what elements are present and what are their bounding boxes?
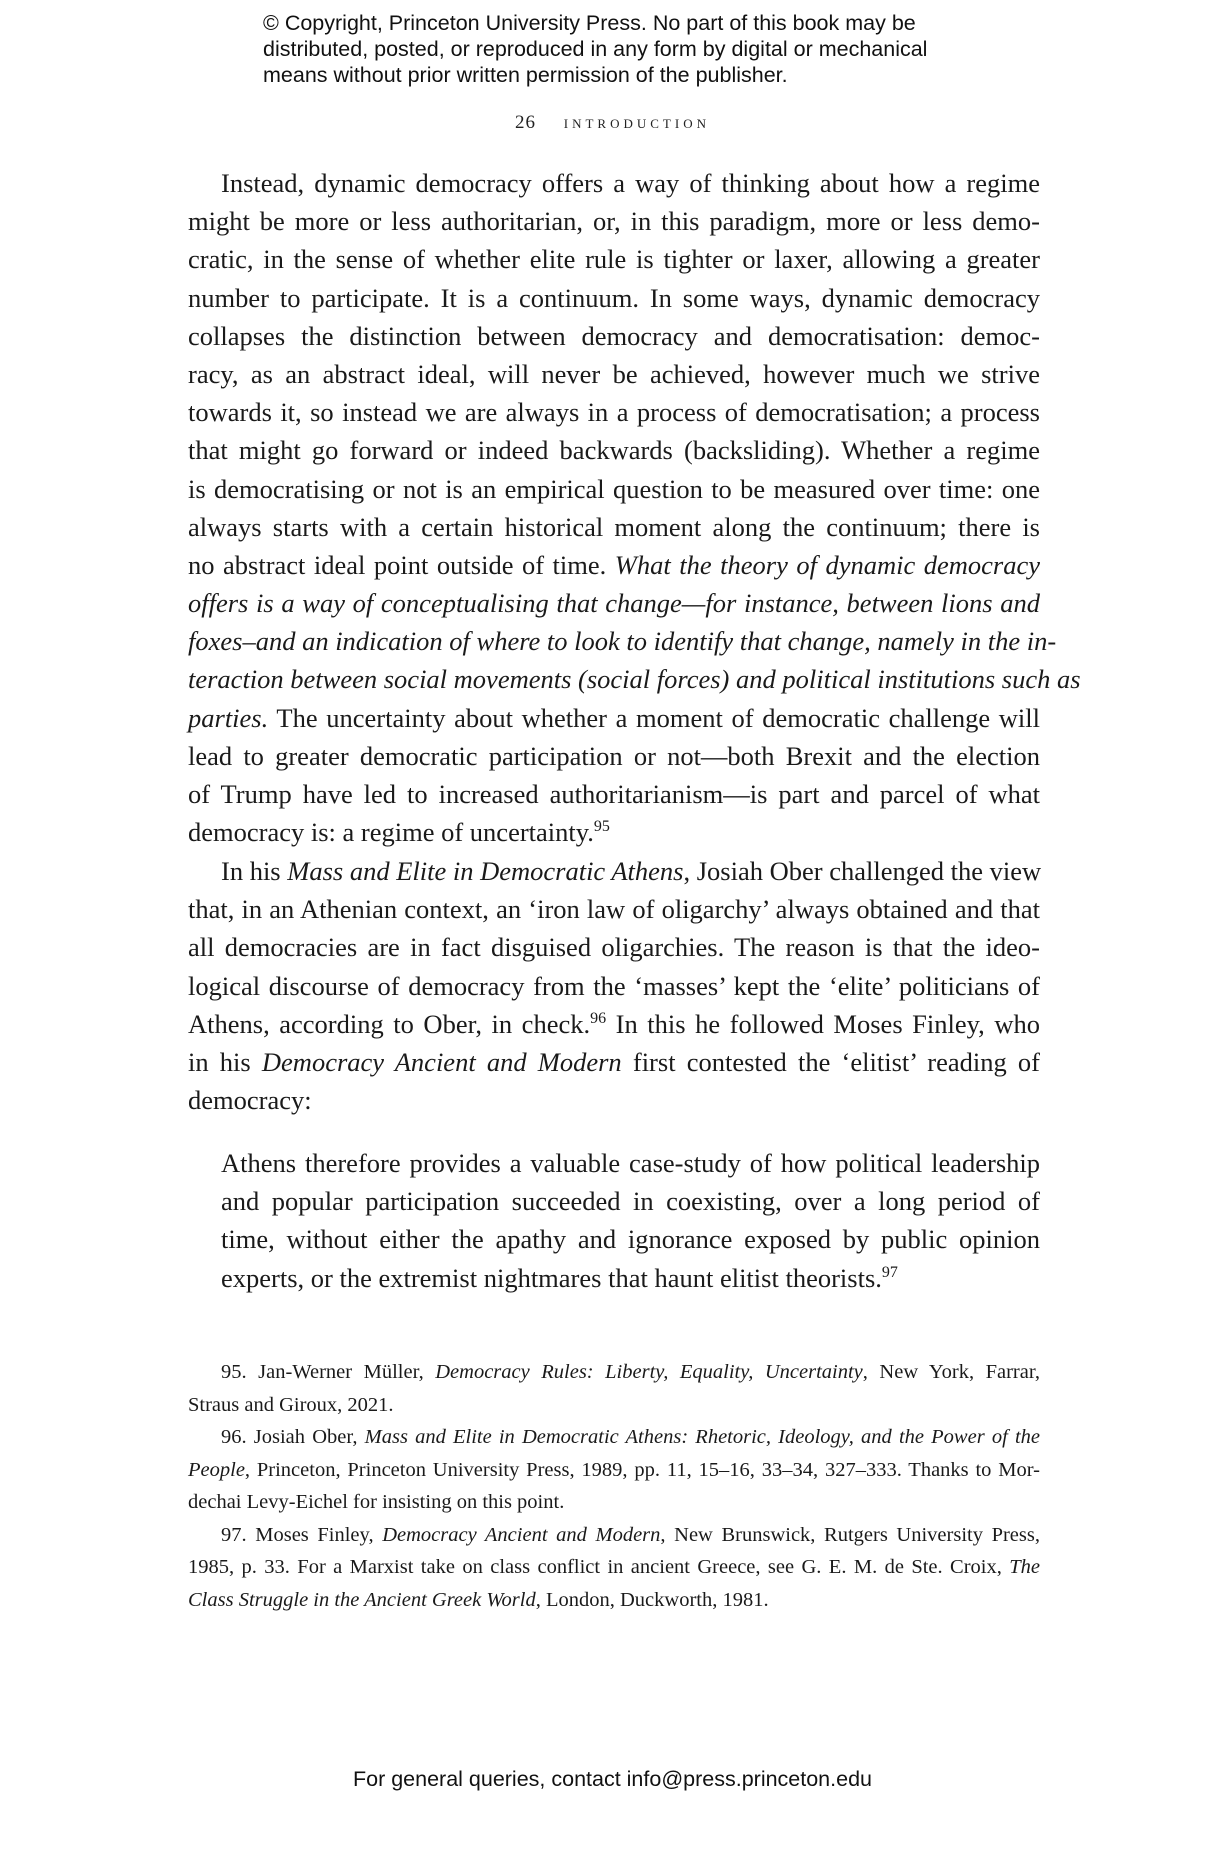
text-span: , Josiah Ober challenged the view (683, 856, 1042, 886)
footnote-96 (188, 1421, 1040, 1454)
quote-line: Athens therefore provides a valuable case-study of how political leadership (221, 1148, 1040, 1178)
copyright-line: © Copyright, Princeton University Press. No part of this book may be (263, 11, 916, 35)
text-line: democracy: (188, 1085, 312, 1116)
italic-span: What the theory of dynamic democracy (614, 549, 1040, 580)
italic-span: parties. (188, 702, 269, 733)
text-line: racy, as an abstract ideal, will never be achieved, however much we strive (188, 358, 1040, 389)
text-line: cratic, in the sense of whether elite rule is tighter or laxer, allowing a greater (188, 244, 1040, 275)
footnote-95 (188, 1356, 1040, 1389)
italic-span: Mass and Elite in Democratic Athens: Rhetoric, Ideology, and the Power of the (364, 1426, 1040, 1448)
italic-span: Democracy Rules: Liberty, Equality, Uncertainty (435, 1361, 863, 1383)
footnote-96-cont (188, 1454, 1040, 1487)
footnote-95-cont: Straus and Giroux, 2021. (188, 1393, 394, 1416)
text-span: experts, or the extremist nightmares that haunt elitist theorists. (221, 1262, 882, 1293)
text-span: The uncertainty about whether a moment of democratic challenge will (268, 702, 1040, 733)
text-line: of Trump have led to increased authoritarianism—is part and parcel of what (188, 779, 1040, 809)
text-line: that might go forward or indeed backwards (backsliding). Whether a regime (188, 435, 1040, 466)
text-span: in his (188, 1046, 262, 1077)
text-line (188, 584, 1040, 622)
text-span: , New Brunswick, Rutgers University Press, (660, 1523, 1040, 1546)
chapter-title: introduction (563, 112, 710, 133)
text-line (188, 1043, 1040, 1081)
footnote-ref-97[interactable]: 97 (881, 1263, 898, 1281)
text-span: , New York, Farrar, (862, 1361, 1040, 1383)
text-span: democracy is: a regime of uncertainty. (188, 817, 594, 848)
block-quote (221, 1144, 1040, 1297)
footnote-ref-96[interactable]: 96 (590, 1009, 607, 1027)
italic-span: The (1009, 1556, 1040, 1578)
paragraph-1 (188, 164, 1081, 851)
page-number: 26 (515, 112, 537, 133)
text-line: always starts with a certain historical moment along the continuum; there is (188, 511, 1040, 542)
running-head (0, 112, 1225, 134)
italic-span: Mass and Elite in Democratic Athens (287, 856, 684, 886)
quote-line (221, 1259, 1040, 1297)
footnote-97-cont (188, 1584, 1040, 1617)
text-span: In this he followed Moses Finley, who (606, 1008, 1040, 1039)
text-line: towards it, so instead we are always in a process of democratisation; a process (188, 397, 1040, 428)
text-line (188, 1005, 1040, 1043)
paragraph-2 (188, 852, 1040, 1119)
text-span: , Princeton, Princeton University Press, 1989, pp. 11, 15–16, 33–34, 327–333. Thanks to Mor- (244, 1458, 1040, 1481)
text-span: Athens, according to Ober, in check. (188, 1008, 591, 1039)
italic-span: teraction between social movements (social forces) and political institutions such as (188, 664, 1081, 695)
text-line: that, in an Athenian context, an ‘iron law of oligarchy’ always obtained and that (188, 894, 1040, 925)
text-line: lead to greater democratic participation or not—both Brexit and the election (188, 740, 1040, 771)
text-span: first contested the ‘elitist’ reading of (621, 1046, 1040, 1077)
footnote-97-cont (188, 1551, 1040, 1584)
text-line: number to participate. It is a continuum. In some ways, dynamic democracy (188, 282, 1040, 313)
italic-span: Class Struggle in the Ancient Greek World (188, 1588, 536, 1611)
text-line: Instead, dynamic democracy offers a way of thinking about how a regime (221, 168, 1040, 198)
italic-span: foxes–and an indication of where to look to identify that change, namely in the in- (188, 626, 1057, 657)
footer-contact: For general queries, contact info@press.princeton.edu (352, 1767, 872, 1791)
text-line (188, 813, 1040, 851)
text-line: all democracies are in fact disguised oligarchies. The reason is that the ideo- (188, 932, 1040, 963)
text-line (188, 852, 1040, 890)
italic-span: Democracy Ancient and Modern (382, 1523, 661, 1546)
footnote-96-cont: dechai Levy-Eichel for insisting on this point. (188, 1491, 565, 1513)
text-line (188, 660, 1081, 698)
text-line: collapses the distinction between democracy and democratisation: democ- (188, 320, 1040, 351)
italic-span: People (188, 1458, 245, 1481)
text-span: 96. Josiah Ober, (221, 1426, 365, 1448)
quote-line: and popular participation succeeded in coexisting, over a long period of (221, 1186, 1040, 1217)
text-span: 97. Moses Finley, (221, 1523, 383, 1546)
copyright-notice (263, 10, 1003, 88)
text-span: In his (221, 856, 288, 886)
footnotes (188, 1356, 1040, 1616)
footnote-97 (188, 1519, 1040, 1552)
text-line (188, 622, 1057, 660)
italic-span: offers is a way of conceptualising that change—for instance, between lions and (188, 588, 1040, 619)
footnote-ref-95[interactable]: 95 (593, 818, 610, 836)
quote-line: time, without either the apathy and ignorance exposed by public opinion (221, 1224, 1040, 1255)
text-span: 95. Jan-Werner Müller, (221, 1361, 436, 1383)
text-span: , London, Duckworth, 1981. (535, 1588, 769, 1611)
text-span: no abstract ideal point outside of time. (188, 549, 615, 580)
italic-span: Democracy Ancient and Modern (261, 1046, 622, 1077)
text-span: 1985, p. 33. For a Marxist take on class conflict in ancient Greece, see G. E. M. de Ste. Croix, (188, 1556, 1010, 1578)
copyright-line: means without prior written permission of the publisher. (263, 63, 788, 87)
text-line (188, 699, 1040, 737)
text-line: might be more or less authoritarian, or, in this paradigm, more or less demo- (188, 206, 1040, 237)
text-line: is democratising or not is an empirical question to be measured over time: one (188, 473, 1040, 504)
text-line (188, 546, 1040, 584)
copyright-line: distributed, posted, or reproduced in any form by digital or mechanical (263, 37, 928, 61)
text-line: logical discourse of democracy from the ‘masses’ kept the ‘elite’ politicians of (188, 970, 1040, 1001)
